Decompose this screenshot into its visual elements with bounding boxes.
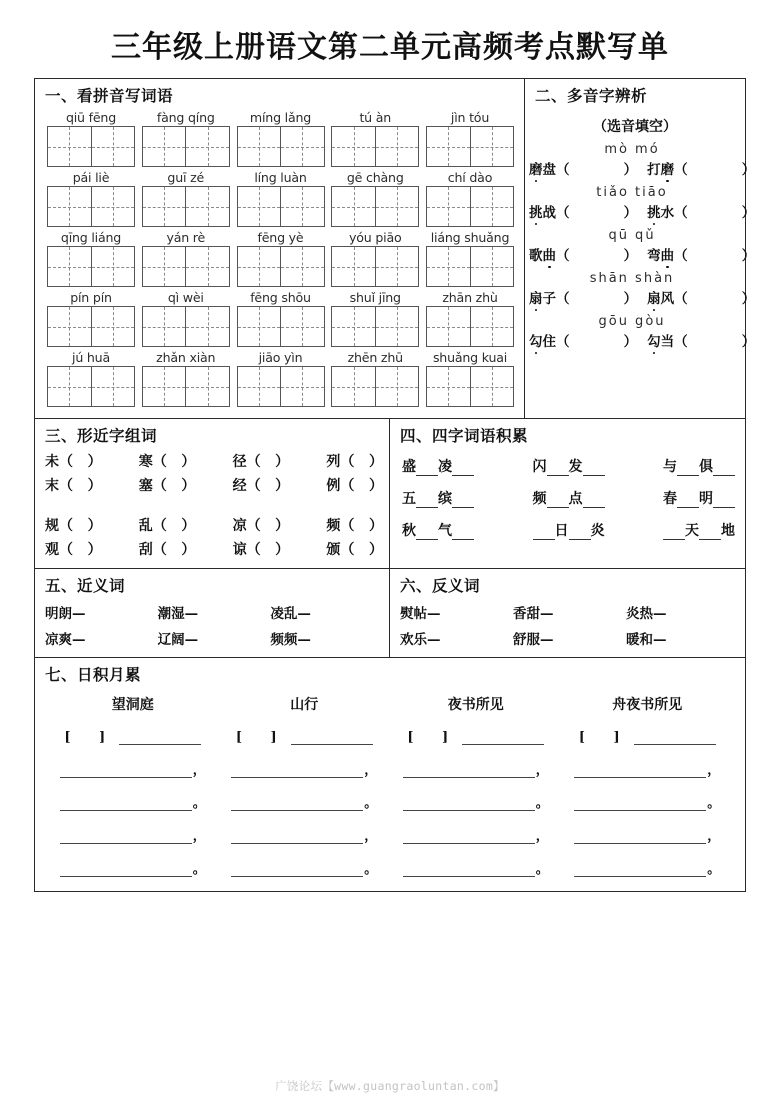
poem-line-cell[interactable]: [47, 759, 219, 778]
line-punctuation: ，: [192, 763, 206, 778]
pinyin-group: fēng yè: [257, 230, 304, 245]
idiom-char: 春: [663, 491, 677, 507]
line-punctuation: 。: [535, 862, 549, 877]
poem-title-row: [35, 688, 745, 716]
pinyin-row: [35, 350, 524, 407]
char: 例: [326, 478, 341, 494]
section2-heading: 二、多音字辨析: [535, 86, 648, 105]
line-punctuation: 。: [364, 796, 378, 811]
pinyin-row: [35, 290, 524, 347]
tianzige-box[interactable]: [331, 186, 419, 227]
dynasty-bracket[interactable]: [ ]: [407, 730, 461, 745]
poem-line-cell[interactable]: [390, 825, 562, 844]
dotted-char: 挑: [529, 201, 543, 221]
idiom-char: 俱: [699, 459, 713, 475]
word-rest: 盘: [542, 162, 556, 178]
answer-paren[interactable]: （ ）: [556, 291, 648, 307]
tianzige-box[interactable]: [331, 126, 419, 167]
poem-author-cell[interactable]: [390, 730, 562, 745]
line-punctuation: ，: [364, 829, 378, 844]
poem-title: 山行: [290, 697, 319, 713]
idiom-char: 闪: [532, 459, 547, 475]
char: 刮: [138, 542, 153, 558]
band-one: [35, 79, 766, 419]
idiom-char: 缤: [438, 491, 452, 507]
answer-line[interactable]: [231, 864, 363, 877]
idiom-blank[interactable]: [452, 525, 474, 540]
xingjinzi-item[interactable]: 寒（ ）: [138, 454, 196, 470]
synonym-item[interactable]: 明朗—: [45, 606, 86, 622]
answer-line[interactable]: [462, 732, 544, 745]
pinyin-group: míng lǎng: [249, 110, 312, 125]
poem-line-cell[interactable]: [47, 792, 219, 811]
section-duoyinzi: [525, 79, 766, 418]
tianzige-box[interactable]: [331, 366, 419, 407]
tianzige-box[interactable]: [142, 126, 230, 167]
idiom-item[interactable]: [533, 488, 605, 508]
xingjinzi-row: [35, 473, 389, 497]
line-punctuation: ，: [364, 763, 378, 778]
pinyin-group: zhān zhù: [442, 290, 498, 305]
antonym-item[interactable]: 炎热—: [626, 606, 667, 622]
poem-line-cell[interactable]: [219, 858, 391, 877]
antonym-item[interactable]: 暖和—: [626, 632, 667, 648]
xingjinzi-item[interactable]: 颁（ ）: [326, 542, 383, 558]
tianzige-box[interactable]: [237, 126, 325, 167]
poem-line-row: [35, 759, 745, 778]
answer-paren[interactable]: （ ）: [674, 205, 766, 221]
answer-paren[interactable]: （ ）: [674, 248, 766, 264]
idiom-item[interactable]: [402, 488, 474, 508]
antonym-item[interactable]: 欢乐—: [400, 632, 441, 648]
line-punctuation: 。: [707, 862, 721, 877]
section5-heading: 五、近义词: [45, 576, 126, 595]
forum-name: 广饶论坛: [275, 1079, 323, 1093]
pinyin-row: [35, 110, 524, 167]
idiom-blank[interactable]: [713, 493, 735, 508]
section1-heading: 一、看拼音写词语: [45, 86, 174, 105]
answer-line[interactable]: [403, 765, 535, 778]
idiom-char: 日: [554, 523, 569, 539]
xingjinzi-row: [35, 449, 389, 473]
idiom-char: 地: [721, 523, 735, 539]
pinyin-group: tú àn: [359, 110, 392, 125]
word-rest: 当: [660, 334, 675, 350]
idiom-blank[interactable]: [663, 525, 685, 540]
line-punctuation: 。: [535, 796, 549, 811]
tianzige-box[interactable]: [237, 306, 325, 347]
answer-line[interactable]: [60, 798, 192, 811]
poem-line-cell[interactable]: [219, 759, 391, 778]
duoyinzi-item[interactable]: [647, 244, 765, 264]
xingjinzi-item[interactable]: 末（ ）: [45, 478, 102, 494]
pinyin-group: fàng qíng: [156, 110, 215, 125]
dotted-char: 扇: [529, 287, 543, 307]
tianzige-box[interactable]: [47, 306, 135, 347]
idiom-item[interactable]: [663, 520, 735, 540]
tianzige-box[interactable]: [142, 366, 230, 407]
spacer: [35, 497, 389, 513]
pinyin-group: liáng shuǎng: [430, 230, 510, 245]
dynasty-bracket[interactable]: [ ]: [578, 730, 632, 745]
poem-line-cell[interactable]: [390, 792, 562, 811]
answer-paren[interactable]: （ ）: [674, 334, 766, 350]
idiom-char: 频: [532, 491, 547, 507]
char: 未: [45, 454, 59, 470]
idiom-item[interactable]: [533, 520, 605, 540]
idiom-row: [390, 449, 745, 481]
idiom-char: 盛: [402, 459, 416, 475]
pinyin-group: qì wèi: [167, 290, 204, 305]
word-rest: 子: [542, 291, 556, 307]
duoyinzi-pinyin: gōu gòu: [598, 314, 666, 329]
idiom-char: 天: [685, 523, 699, 539]
pinyin-row: [35, 170, 524, 227]
idiom-blank[interactable]: [583, 461, 605, 476]
page-title: 三年级上册语文第二单元高频考点默写单: [111, 30, 669, 65]
pinyin-group: guī zé: [167, 170, 205, 185]
worksheet-table: [34, 78, 766, 892]
char: 径: [232, 454, 247, 470]
char: 列: [326, 454, 341, 470]
pinyin-group: líng luàn: [254, 170, 307, 185]
xingjinzi-item[interactable]: 例（ ）: [326, 478, 383, 494]
duoyinzi-item[interactable]: [647, 330, 765, 350]
answer-line[interactable]: [231, 765, 363, 778]
line-punctuation: ，: [535, 763, 549, 778]
idiom-char: 秋: [402, 523, 416, 539]
idiom-char: 明: [699, 491, 713, 507]
char: 频: [326, 518, 341, 534]
answer-line[interactable]: [60, 831, 192, 844]
answer-line[interactable]: [60, 864, 192, 877]
duoyinzi-item[interactable]: [529, 158, 647, 178]
tianzige-box[interactable]: [237, 366, 325, 407]
poem-line-cell[interactable]: [562, 759, 734, 778]
section-kanpinyin: [35, 79, 525, 418]
pinyin-group: yán rè: [166, 230, 206, 245]
poem-line-cell[interactable]: [47, 825, 219, 844]
line-punctuation: ，: [707, 763, 721, 778]
duoyinzi-group: [525, 228, 766, 264]
tianzige-box[interactable]: [426, 366, 514, 407]
xingjinzi-row: [35, 513, 389, 537]
answer-line[interactable]: [403, 798, 535, 811]
dotted-char: 磨: [529, 158, 543, 178]
tianzige-box[interactable]: [47, 246, 135, 287]
xingjinzi-item[interactable]: 凉（ ）: [232, 518, 290, 534]
dotted-char: 勾: [647, 330, 661, 350]
idiom-item[interactable]: [663, 488, 735, 508]
pinyin-group: jú huā: [72, 350, 110, 365]
tianzige-box[interactable]: [426, 246, 514, 287]
idiom-char: 五: [402, 491, 416, 507]
antonym-item[interactable]: 香甜—: [513, 606, 554, 622]
dotted-char: 挑: [647, 201, 661, 221]
poem-title: 舟夜书所见: [612, 697, 683, 713]
answer-line[interactable]: [403, 864, 535, 877]
section6-heading: 六、反义词: [400, 576, 481, 595]
word-rest: 住: [542, 334, 556, 350]
idiom-blank[interactable]: [452, 493, 474, 508]
word-rest: 歌: [529, 248, 543, 264]
line-punctuation: 。: [707, 796, 721, 811]
tianzige-box[interactable]: [331, 246, 419, 287]
idiom-item[interactable]: [402, 520, 474, 540]
answer-line[interactable]: [574, 831, 706, 844]
poem-line-cell[interactable]: [390, 858, 562, 877]
idiom-row: [390, 513, 745, 545]
char: 规: [45, 518, 59, 534]
pinyin-group: jìn tóu: [450, 110, 490, 125]
idiom-blank[interactable]: [677, 493, 699, 508]
forum-url: 【www.guangraoluntan.com】: [322, 1079, 505, 1093]
pinyin-group: chí dào: [447, 170, 493, 185]
dotted-char: 磨: [661, 158, 675, 178]
idiom-char: 与: [663, 459, 677, 475]
answer-paren[interactable]: （ ）: [674, 162, 766, 178]
section-fanyici: [390, 569, 745, 657]
synonym-item[interactable]: 频频—: [270, 632, 311, 648]
poem-author-row: [35, 730, 745, 745]
synonym-item[interactable]: 潮湿—: [157, 606, 199, 622]
answer-line[interactable]: [231, 798, 363, 811]
pinyin-group: zhēn zhū: [347, 350, 403, 365]
poem-line-cell[interactable]: [390, 759, 562, 778]
char: 颁: [326, 542, 341, 558]
duoyinzi-pinyin: shān shàn: [589, 271, 675, 286]
idiom-blank[interactable]: [416, 461, 438, 476]
word-rest: 战: [542, 205, 556, 221]
idiom-row: [390, 481, 745, 513]
duoyinzi-item[interactable]: [529, 201, 647, 221]
tianzige-box[interactable]: [426, 306, 514, 347]
idiom-char: 炎: [590, 523, 605, 539]
xingjinzi-item[interactable]: 塞（ ）: [138, 478, 196, 494]
char: 经: [232, 478, 247, 494]
xingjinzi-item[interactable]: 谅（ ）: [232, 542, 290, 558]
idiom-char: 点: [568, 491, 583, 507]
duoyinzi-item[interactable]: [647, 201, 765, 221]
idiom-char: 凌: [438, 459, 452, 475]
xingjinzi-item[interactable]: 频（ ）: [326, 518, 383, 534]
xingjinzi-item[interactable]: 未（ ）: [45, 454, 102, 470]
pinyin-group: zhǎn xiàn: [156, 350, 216, 365]
poem-line-cell[interactable]: [219, 825, 391, 844]
tianzige-box[interactable]: [426, 126, 514, 167]
idiom-item[interactable]: [663, 456, 735, 476]
dotted-char: 曲: [543, 244, 557, 264]
pinyin-row: [35, 230, 524, 287]
char: 寒: [138, 454, 153, 470]
section-siziciyu: [390, 419, 745, 568]
answer-line[interactable]: [574, 864, 706, 877]
synonym-row: [35, 599, 389, 625]
antonym-row: [390, 599, 745, 625]
duoyinzi-item[interactable]: [529, 287, 647, 307]
answer-paren[interactable]: （ ）: [556, 162, 648, 178]
word-rest: 打: [647, 162, 661, 178]
duoyinzi-pinyin: tiǎo tiāo: [596, 185, 668, 200]
idiom-blank[interactable]: [533, 525, 555, 540]
dynasty-bracket[interactable]: [ ]: [235, 730, 289, 745]
idiom-char: 发: [568, 459, 583, 475]
answer-line[interactable]: [291, 732, 373, 745]
idiom-blank[interactable]: [416, 525, 438, 540]
duoyinzi-item[interactable]: [647, 287, 765, 307]
poem-line-cell[interactable]: [562, 792, 734, 811]
tianzige-box[interactable]: [426, 186, 514, 227]
poem-author-cell[interactable]: [47, 730, 219, 745]
line-punctuation: 。: [364, 862, 378, 877]
synonym-item[interactable]: 凌乱—: [270, 606, 311, 622]
poem-line-cell[interactable]: [47, 858, 219, 877]
char: 谅: [232, 542, 247, 558]
char: 末: [45, 478, 59, 494]
answer-line[interactable]: [634, 732, 716, 745]
word-rest: 水: [660, 205, 675, 221]
answer-paren[interactable]: （ ）: [556, 334, 648, 350]
antonym-row: [390, 625, 745, 651]
idiom-item[interactable]: [533, 456, 605, 476]
answer-line[interactable]: [403, 831, 535, 844]
char: 凉: [232, 518, 247, 534]
answer-line[interactable]: [231, 831, 363, 844]
duoyinzi-group: [525, 185, 766, 221]
answer-paren[interactable]: （ ）: [674, 291, 766, 307]
pinyin-group: pín pín: [70, 290, 112, 305]
pinyin-group: yóu piāo: [349, 230, 402, 245]
xingjinzi-item[interactable]: 刮（ ）: [138, 542, 196, 558]
poem-line-cell[interactable]: [219, 792, 391, 811]
duoyinzi-pinyin: mò mó: [604, 142, 660, 157]
xingjinzi-item[interactable]: 径（ ）: [232, 454, 290, 470]
idiom-blank[interactable]: [547, 461, 569, 476]
pinyin-group: jiāo yìn: [258, 350, 303, 365]
duoyinzi-group: [525, 142, 766, 178]
idiom-blank[interactable]: [569, 525, 591, 540]
dynasty-bracket[interactable]: [ ]: [64, 730, 118, 745]
tianzige-box[interactable]: [142, 246, 230, 287]
section3-heading: 三、形近字组词: [45, 426, 158, 445]
section-xingjinzi: [35, 419, 390, 568]
duoyinzi-item[interactable]: [529, 244, 647, 264]
answer-line[interactable]: [574, 765, 706, 778]
line-punctuation: ，: [192, 829, 206, 844]
band-three: [35, 569, 745, 658]
idiom-blank[interactable]: [547, 493, 569, 508]
line-punctuation: 。: [192, 862, 206, 877]
duoyinzi-item[interactable]: [647, 158, 765, 178]
footer-watermark: [0, 1078, 780, 1094]
synonym-item[interactable]: 辽阔—: [157, 632, 199, 648]
poem-author-cell[interactable]: [562, 730, 734, 745]
poem-line-row: [35, 858, 745, 877]
section-jinyici: [35, 569, 390, 657]
answer-line[interactable]: [119, 732, 201, 745]
pinyin-group: qiū fēng: [65, 110, 117, 125]
pinyin-group: shuǐ jīng: [349, 290, 401, 305]
word-rest: 风: [660, 291, 675, 307]
tianzige-box[interactable]: [47, 126, 135, 167]
char: 乱: [138, 518, 153, 534]
pinyin-group: qīng liáng: [60, 230, 122, 245]
dotted-char: 扇: [647, 287, 661, 307]
idiom-blank[interactable]: [699, 525, 721, 540]
duoyinzi-item[interactable]: [529, 330, 647, 350]
xingjinzi-item[interactable]: 观（ ）: [45, 542, 102, 558]
line-punctuation: ，: [707, 829, 721, 844]
idiom-blank[interactable]: [416, 493, 438, 508]
tianzige-box[interactable]: [331, 306, 419, 347]
poem-line-row: [35, 792, 745, 811]
antonym-item[interactable]: 舒服—: [513, 632, 554, 648]
poem-title: 望洞庭: [111, 697, 154, 713]
pinyin-group: shuǎng kuai: [432, 350, 508, 365]
char: 观: [45, 542, 59, 558]
synonym-row: [35, 625, 389, 651]
poem-line-cell[interactable]: [562, 858, 734, 877]
tianzige-box[interactable]: [142, 186, 230, 227]
tianzige-box[interactable]: [47, 186, 135, 227]
dotted-char: 曲: [661, 244, 675, 264]
section4-heading: 四、四字词语积累: [400, 426, 529, 445]
section7-heading: 七、日积月累: [45, 665, 142, 684]
word-rest: 弯: [647, 248, 661, 264]
answer-paren[interactable]: （ ）: [556, 248, 648, 264]
xingjinzi-item[interactable]: 规（ ）: [45, 518, 102, 534]
tianzige-box[interactable]: [47, 366, 135, 407]
synonym-item[interactable]: 凉爽—: [45, 632, 86, 648]
answer-line[interactable]: [60, 765, 192, 778]
section-rijiyuelei: [35, 658, 745, 891]
band-two: [35, 419, 745, 569]
pinyin-group: gē chàng: [346, 170, 404, 185]
idiom-char: 气: [438, 523, 452, 539]
pinyin-group: pái liè: [72, 170, 110, 185]
tianzige-box[interactable]: [237, 186, 325, 227]
xingjinzi-item[interactable]: 经（ ）: [232, 478, 290, 494]
dotted-char: 勾: [529, 330, 543, 350]
poem-line-cell[interactable]: [562, 825, 734, 844]
duoyinzi-group: [525, 314, 766, 350]
idiom-blank[interactable]: [452, 461, 474, 476]
xingjinzi-item[interactable]: 列（ ）: [326, 454, 383, 470]
xingjinzi-row: [35, 537, 389, 561]
answer-line[interactable]: [574, 798, 706, 811]
answer-paren[interactable]: （ ）: [556, 205, 648, 221]
tianzige-box[interactable]: [142, 306, 230, 347]
poem-line-row: [35, 825, 745, 844]
idiom-item[interactable]: [402, 456, 474, 476]
idiom-blank[interactable]: [583, 493, 605, 508]
antonym-item[interactable]: 熨帖—: [400, 606, 441, 622]
poem-title: 夜书所见: [447, 697, 504, 713]
duoyinzi-pinyin: qū qǔ: [608, 228, 656, 243]
duoyinzi-group: [525, 271, 766, 307]
line-punctuation: ，: [535, 829, 549, 844]
xingjinzi-item[interactable]: 乱（ ）: [138, 518, 196, 534]
idiom-blank[interactable]: [713, 461, 735, 476]
line-punctuation: 。: [192, 796, 206, 811]
pinyin-group: fēng shōu: [250, 290, 311, 305]
section2-subheading: （选音填空）: [593, 119, 677, 135]
char: 塞: [138, 478, 153, 494]
tianzige-box[interactable]: [237, 246, 325, 287]
idiom-blank[interactable]: [677, 461, 699, 476]
poem-author-cell[interactable]: [219, 730, 391, 745]
